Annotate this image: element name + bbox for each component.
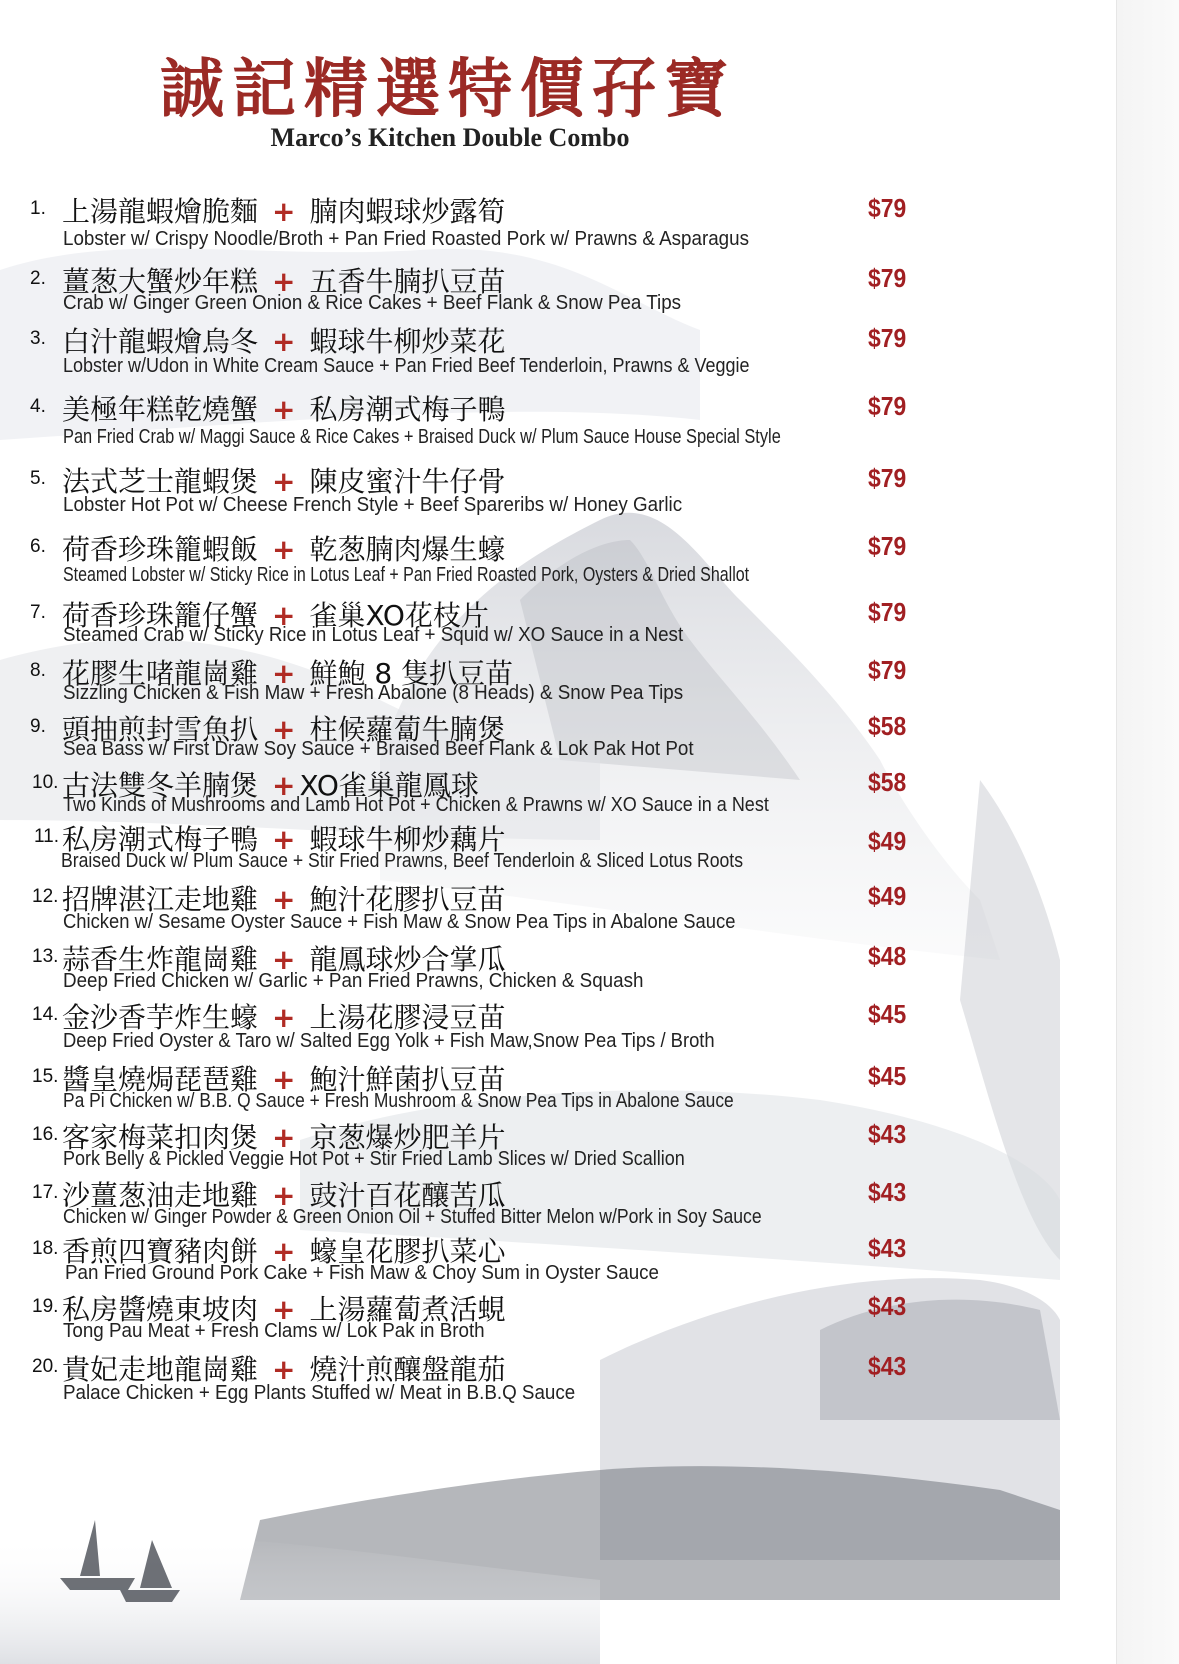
item-english-description: Sea Bass w/ First Draw Soy Sauce + Braised Beef Flank & Lok Pak Hot Pot: [63, 738, 694, 760]
item-chinese-name: 客家梅菜扣肉煲 + 京葱爆炒肥羊片: [62, 1121, 506, 1154]
item-english-description: Steamed Lobster w/ Sticky Rice in Lotus Leaf + Pan Fried Roasted Pork, Oysters & Dried Shallot: [63, 564, 750, 586]
plus-sign: +: [272, 599, 296, 632]
menu-item-8: [0, 654, 1179, 714]
menu-item-11: [0, 820, 1179, 880]
item-english-description: Tong Pau Meat + Fresh Clams w/ Lok Pak in Broth: [63, 1320, 485, 1342]
item-price: $43: [868, 1233, 907, 1263]
plus-sign: +: [272, 1293, 296, 1326]
item-number: 16.: [32, 1124, 59, 1145]
plus-sign: +: [272, 769, 296, 802]
plus-sign: +: [272, 465, 296, 498]
item-english-description: Pa Pi Chicken w/ B.B. Q Sauce + Fresh Mushroom & Snow Pea Tips in Abalone Sauce: [63, 1090, 734, 1112]
menu-item-20: [0, 1350, 1179, 1410]
menu-item-17: [0, 1176, 1179, 1236]
plus-sign: +: [272, 713, 296, 746]
item-chinese-name: 薑葱大蟹炒年糕 + 五香牛腩扒豆苗: [62, 265, 506, 298]
item-english-description: Chicken w/ Ginger Powder & Green Onion Oil + Stuffed Bitter Melon w/Pork in Soy Sauce: [63, 1206, 762, 1228]
item-price: $79: [868, 463, 907, 493]
item-number: 12.: [32, 886, 59, 907]
plus-sign: +: [272, 823, 296, 856]
plus-sign: +: [272, 533, 296, 566]
item-chinese-name: 荷香珍珠籠仔蟹 + 雀巢XO花枝片: [62, 599, 489, 632]
plus-sign: +: [272, 393, 296, 426]
item-number: 18.: [32, 1238, 59, 1259]
plus-sign: +: [272, 657, 296, 690]
item-english-description: Deep Fried Oyster & Taro w/ Salted Egg Yolk + Fish Maw,Snow Pea Tips / Broth: [63, 1030, 715, 1052]
item-number: 10.: [32, 772, 59, 793]
item-chinese-name: 醬皇燒焗琵琶雞 + 鮑汁鮮菌扒豆苗: [62, 1063, 506, 1096]
item-chinese-name: 沙薑葱油走地雞 + 豉汁百花釀苦瓜: [62, 1179, 506, 1212]
item-chinese-name: 荷香珍珠籠蝦飯 + 乾葱腩肉爆生蠔: [62, 533, 506, 566]
item-price: $43: [868, 1351, 907, 1381]
item-english-description: Palace Chicken + Egg Plants Stuffed w/ Meat in B.B.Q Sauce: [63, 1382, 576, 1404]
menu-item-10: [0, 766, 1179, 826]
item-english-description: Braised Duck w/ Plum Sauce + Stir Fried Prawns, Beef Tenderloin & Sliced Lotus Roots: [61, 850, 743, 872]
item-english-description: Sizzling Chicken & Fish Maw + Fresh Abalone (8 Heads) & Snow Pea Tips: [63, 682, 684, 704]
item-english-description: Two Kinds of Mushrooms and Lamb Hot Pot + Chicken & Prawns w/ XO Sauce in a Nest: [63, 794, 769, 816]
item-price: $79: [868, 193, 907, 223]
menu-item-15: [0, 1060, 1179, 1120]
item-english-description: Pan Fried Crab w/ Maggi Sauce & Rice Cakes + Braised Duck w/ Plum Sauce House Special Style: [63, 426, 781, 448]
menu-item-14: [0, 998, 1179, 1058]
item-price: $48: [868, 941, 907, 971]
item-chinese-name: 古法雙冬羊腩煲 + XO雀巢龍鳳球: [62, 769, 479, 802]
item-price: $79: [868, 263, 907, 293]
menu-item-19: [0, 1290, 1179, 1350]
plus-sign: +: [272, 1179, 296, 1212]
item-english-description: Chicken w/ Sesame Oyster Sauce + Fish Maw & Snow Pea Tips in Abalone Sauce: [63, 911, 736, 933]
menu-item-7: [0, 596, 1179, 656]
item-chinese-name: 私房潮式梅子鴨 + 蝦球牛柳炒藕片: [62, 823, 506, 856]
menu-item-18: [0, 1232, 1179, 1292]
item-english-description: Pork Belly & Pickled Veggie Hot Pot + Stir Fried Lamb Slices w/ Dried Scallion: [63, 1148, 685, 1170]
item-number: 9.: [30, 716, 46, 737]
item-english-description: Lobster w/ Crispy Noodle/Broth + Pan Fried Roasted Pork w/ Prawns & Asparagus: [63, 228, 750, 250]
item-english-description: Crab w/ Ginger Green Onion & Rice Cakes + Beef Flank & Snow Pea Tips: [63, 292, 682, 314]
item-chinese-name: 頭抽煎封雪魚扒 + 柱候蘿蔔牛腩煲: [62, 713, 506, 746]
item-english-description: Lobster Hot Pot w/ Cheese French Style + Beef Spareribs w/ Honey Garlic: [63, 494, 683, 516]
item-price: $79: [868, 531, 907, 561]
item-number: 2.: [30, 268, 46, 289]
item-price: $79: [868, 391, 907, 421]
item-chinese-name: 美極年糕乾燒蟹 + 私房潮式梅子鴨: [62, 393, 506, 426]
menu-item-13: [0, 940, 1179, 1000]
item-number: 8.: [30, 660, 46, 681]
menu-item-3: [0, 322, 1179, 382]
item-price: $45: [868, 1061, 907, 1091]
item-english-description: Pan Fried Ground Pork Cake + Fish Maw & Choy Sum in Oyster Sauce: [65, 1262, 660, 1284]
menu-item-4: [0, 390, 1179, 450]
item-price: $49: [868, 826, 907, 856]
item-chinese-name: 花膠生啫龍崗雞 + 鮮鮑 8 隻扒豆苗: [62, 657, 514, 690]
item-number: 5.: [30, 468, 46, 489]
menu-title-english: Marco’s Kitchen Double Combo: [270, 123, 630, 152]
item-english-description: Steamed Crab w/ Sticky Rice in Lotus Leaf + Squid w/ XO Sauce in a Nest: [63, 624, 684, 646]
item-price: $79: [868, 655, 907, 685]
item-number: 19.: [32, 1296, 59, 1317]
item-price: $79: [868, 323, 907, 353]
plus-sign: +: [272, 1001, 296, 1034]
menu-item-1: [0, 192, 1179, 252]
menu-item-5: [0, 462, 1179, 522]
item-number: 4.: [30, 396, 46, 417]
item-price: $58: [868, 767, 907, 797]
plus-sign: +: [272, 1353, 296, 1386]
item-chinese-name: 私房醬燒東坡肉 + 上湯蘿蔔煮活蜆: [62, 1293, 506, 1326]
item-chinese-name: 蒜香生炸龍崗雞 + 龍鳳球炒合掌瓜: [62, 943, 506, 976]
item-number: 13.: [32, 946, 59, 967]
plus-sign: +: [272, 883, 296, 916]
item-price: $43: [868, 1177, 907, 1207]
item-chinese-name: 金沙香芋炸生蠔 + 上湯花膠浸豆苗: [62, 1001, 506, 1034]
item-chinese-name: 貴妃走地龍崗雞 + 燒汁煎釀盤龍茄: [62, 1353, 506, 1386]
item-number: 7.: [30, 602, 46, 623]
item-number: 11.: [34, 826, 60, 847]
plus-sign: +: [272, 195, 296, 228]
menu-item-9: [0, 710, 1179, 770]
item-price: $49: [868, 881, 907, 911]
item-number: 6.: [30, 536, 46, 557]
item-chinese-name: 白汁龍蝦燴烏冬 + 蝦球牛柳炒菜花: [62, 325, 506, 358]
item-english-description: Deep Fried Chicken w/ Garlic + Pan Fried Prawns, Chicken & Squash: [63, 970, 644, 992]
item-english-description: Lobster w/Udon in White Cream Sauce + Pan Fried Beef Tenderloin, Prawns & Veggie: [63, 355, 750, 377]
item-number: 15.: [32, 1066, 59, 1087]
item-chinese-name: 香煎四寶豬肉餅 + 蠔皇花膠扒菜心: [62, 1235, 506, 1268]
menu-title-chinese: 誠記精選特價孖寶: [160, 52, 736, 127]
item-number: 1.: [30, 198, 46, 219]
item-price: $58: [868, 711, 907, 741]
menu-item-12: [0, 880, 1179, 940]
item-price: $45: [868, 999, 907, 1029]
item-price: $43: [868, 1119, 907, 1149]
plus-sign: +: [272, 1063, 296, 1096]
item-number: 17.: [32, 1182, 59, 1203]
item-chinese-name: 招牌湛江走地雞 + 鮑汁花膠扒豆苗: [62, 883, 506, 916]
item-number: 3.: [30, 328, 46, 349]
item-chinese-name: 法式芝士龍蝦煲 + 陳皮蜜汁牛仔骨: [62, 465, 506, 498]
menu-item-2: [0, 262, 1179, 322]
plus-sign: +: [272, 265, 296, 298]
item-price: $79: [868, 597, 907, 627]
menu-item-16: [0, 1118, 1179, 1178]
item-chinese-name: 上湯龍蝦燴脆麵 + 腩肉蝦球炒露筍: [62, 195, 506, 228]
item-price: $43: [868, 1291, 907, 1321]
plus-sign: +: [272, 325, 296, 358]
item-number: 14.: [32, 1004, 59, 1025]
plus-sign: +: [272, 1235, 296, 1268]
item-number: 20.: [32, 1356, 59, 1377]
plus-sign: +: [272, 943, 296, 976]
plus-sign: +: [272, 1121, 296, 1154]
menu-item-6: [0, 530, 1179, 590]
